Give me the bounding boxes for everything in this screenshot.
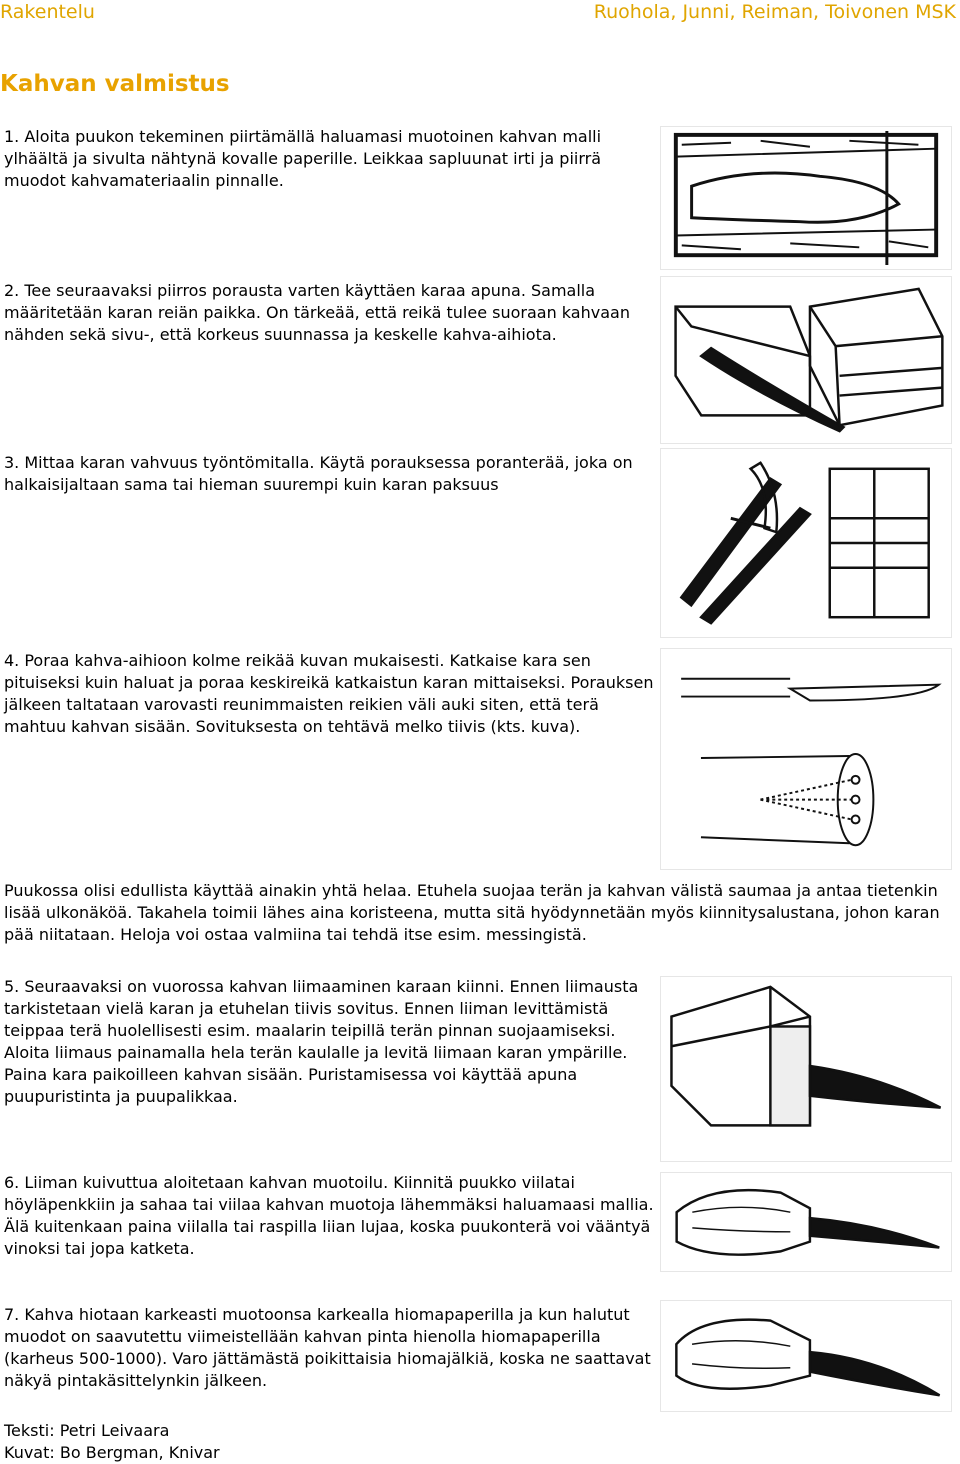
figure-shaping [660,1172,952,1272]
step-1-text: 1. Aloita puukon tekeminen piirtämällä haluamasi muotoinen kahvan malli ylhäältä ja sivulta nähtynä kovalle paperille. Leikkaa sapluunat irti ja piirrä muodot kahvamateriaalin pinnalle. [4,127,602,190]
figure-gluing [660,976,952,1162]
figure-sanding [660,1300,952,1412]
credit-images: Kuvat: Bo Bergman, Knivar [4,1443,220,1462]
fittings-text: Puukossa olisi edullista käyttää ainakin yhtä helaa. Etuhela suojaa terän ja kahvan välistä saumaa ja antaa tietenkin lisää ulkonäköä. Takahela toimii lähes aina koristeena, mutta sitä hyödynnetään myös kiinnitysalustana, johon karan pää niitataan. Heloja voi ostaa valmiina tai tehdä itse esim. messingistä. [4,881,940,944]
credit-text: Teksti: Petri Leivaara [4,1421,170,1440]
step-6-text: 6. Liiman kuivuttua aloitetaan kahvan muotoilu. Kiinnitä puukko viilatai höyläpenkkiin ja sahaa tai viilaa kahvan muotoja lähemmäksi haluamaasi mallia. Älä kuitenkaan paina viilalla tai raspilla liian lujaa, koska puukonterä voi vääntyä vinoksi tai jopa katketa. [4,1173,654,1258]
step-7-text: 7. Kahva hiotaan karkeasti muotoonsa karkealla hiomapaperilla ja kun halutut muodot on saavutettu viimeistellään kahvan pinta hienolla hiomapaperilla (karheus 500-1000). Varo jättämästä poikittaisia hiomajälkiä, koska ne saattavat näkyä pintakäsittelynkin jälkeen. [4,1305,651,1390]
figure-drill-holes [660,648,952,870]
step-4-text: 4. Poraa kahva-aihioon kolme reikää kuvan mukaisesti. Katkaise kara sen pituiseksi kuin haluat ja poraa keskireikä katkaistun karan mittaiseksi. Porauksen jälkeen taltataan varovasti reunimmaisten reikien väli auki siten, että terä mahtuu kahvan sisään. Sovituksesta on tehtävä melko tiivis (kts. kuva). [4,651,654,736]
header-right: Ruohola, Junni, Reiman, Toivonen MSK [593,1,956,23]
page-title: Kahvan valmistus [0,71,230,97]
figure-wood-template [660,126,952,270]
step-2-text: 2. Tee seuraavaksi piirros porausta varten käyttäen karaa apuna. Samalla määritetään karan reiän paikka. On tärkeää, että reikä tulee suoraan kahvaan nähden sekä sivu-, että korkeus suunnassa ja keskelle kahva-aihiota. [4,281,630,344]
figure-drill-marking [660,276,952,444]
header-left: Rakentelu [0,1,95,23]
figure-caliper-measure [660,448,952,638]
step-3-text: 3. Mittaa karan vahvuus työntömitalla. Käytä porauksessa poranterää, joka on halkaisijaltaan sama tai hieman suurempi kuin karan paksuus [4,453,633,494]
step-5-text: 5. Seuraavaksi on vuorossa kahvan liimaaminen karaan kiinni. Ennen liimausta tarkistetaan vielä karan ja etuhelan tiivis sovitus. Ennen liiman levittämistä teippaa terä huolellisesti esim. maalarin teipillä terän pinnan suojaamiseksi. Aloita liimaus painamalla hela terän kaulalle ja levitä liimaan karan ympärille. Paina kara paikoilleen kahvan sisään. Puristamisessa voi käyttää apuna puupuristinta ja puupalikkaa. [4,977,639,1106]
